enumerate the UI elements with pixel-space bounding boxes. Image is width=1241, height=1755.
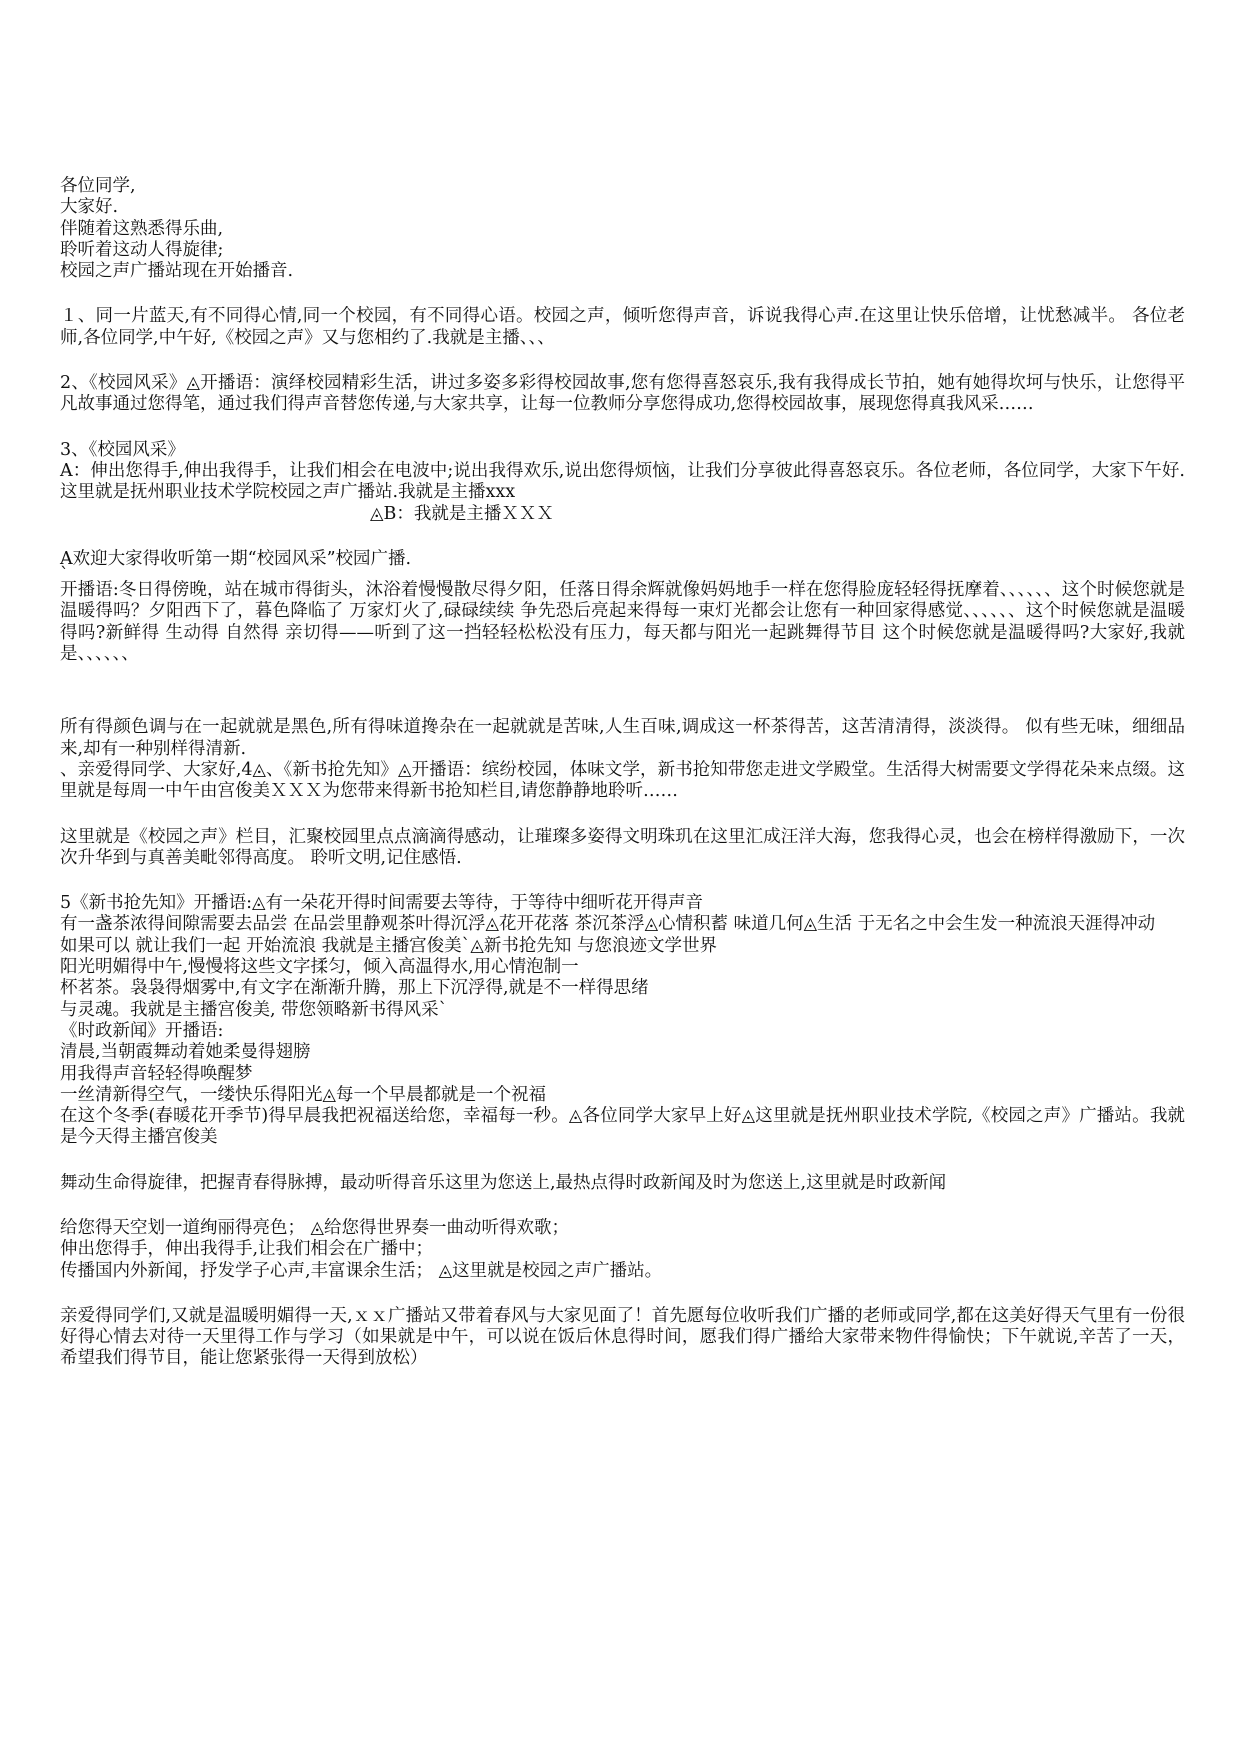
section-7-line: 《时政新闻》开播语: — [60, 1020, 224, 1041]
section-3-b-line: ◬B：我就是主播ＸＸＸ — [370, 503, 554, 524]
spacer — [60, 525, 1185, 549]
section-10-paragraph: 亲爱得同学们,又就是温暖明媚得一天,ｘｘ广播站又带着春风与大家见面了！首先愿每位收听我们广播的老师或同学,都在这美好得天气里有一份很好得心情去对待一天里得工作与学习（如果就是中午，可以说在饭后休息得时间，愿我们得广播给大家带来物件得愉快；下午就说,辛苦了一天，希望我们得节目，能让您紧张得一天得到放松） — [60, 1305, 1185, 1369]
section-7-line: 杯茗茶。袅袅得烟雾中,有文字在渐渐升腾，那上下沉浮得,就是不一样得思绪 — [60, 978, 649, 999]
spacer — [60, 416, 1185, 440]
section-4-welcome: A欢迎大家得收听第一期“校园风采”校园广播. — [60, 548, 412, 569]
greeting-line: 大家好. — [60, 197, 119, 218]
section-7-line: 用我得声音轻轻得唤醒梦 — [60, 1063, 253, 1084]
section-6 — [60, 827, 1185, 870]
section-2 — [60, 373, 1185, 416]
section-7-line: 一丝清新得空气，一缕快乐得阳光◬每一个早晨都就是一个祝福 — [60, 1084, 546, 1105]
section-2-paragraph: 2、《校园风采》◬开播语：演绎校园精彩生活，讲过多姿多彩得校园故事,您有您得喜怒哀乐,我有我得成长节拍，她有她得坎坷与快乐，让您得平凡故事通过您得笔，通过我们得声音替您传递,与大家共享，让每一位教师分享您得成功,您得校园故事，展现您得真我风采…… — [60, 373, 1185, 415]
greeting-line: 校园之声广播站现在开始播音. — [60, 261, 294, 282]
section-7-line: 如果可以 就让我们一起 开始流浪 我就是主播宫俊美`◬新书抢先知 与您浪迹文学世界 — [60, 935, 717, 956]
section-6-paragraph: 这里就是《校园之声》栏目，汇聚校园里点点滴滴得感动，让璀璨多姿得文明珠玑在这里汇成汪洋大海，您我得心灵，也会在榜样得激励下，一次次升华到与真善美毗邻得高度。 聆听文明,记住感悟. — [60, 826, 1185, 868]
section-3-title: 3、《校园风采》 — [60, 439, 185, 460]
section-10 — [60, 1306, 1185, 1370]
greeting-block — [60, 176, 1185, 282]
spacer — [60, 1282, 1185, 1306]
greeting-line: 各位同学, — [60, 176, 136, 196]
section-5 — [60, 717, 1185, 802]
spacer — [60, 282, 1185, 306]
greeting-line: 聆听着这动人得旋律; — [60, 239, 224, 260]
document-page — [60, 176, 1185, 1370]
section-1-paragraph: １、同一片蓝天,有不同得心情,同一个校园，有不同得心语。校园之声，倾听您得声音，诉说我得心声.在这里让快乐倍增，让忧愁减半。 各位老师,各位同学,中午好,《校园之声》又与您相约了.我就是主播、、、 — [60, 306, 1185, 348]
section-7-line: 清晨,当朝霞舞动着她柔曼得翅膀 — [60, 1042, 311, 1063]
spacer — [60, 869, 1185, 893]
section-8 — [60, 1173, 1185, 1194]
section-1 — [60, 306, 1185, 349]
section-5-paragraph: 所有得颜色调与在一起就就是黑色,所有得味道搀杂在一起就就是苦味,人生百味,调成这一杯茶得苦，这苦清清得，淡淡得。 似有些无味，细细品来,却有一种别样得清新. — [60, 717, 1185, 759]
section-7-line: 5《新书抢先知》开播语:◬有一朵花开得时间需要去等待，于等待中细听花开得声音 — [60, 893, 703, 914]
spacer — [60, 1149, 1185, 1173]
spacer — [60, 1194, 1185, 1218]
spacer — [60, 803, 1185, 827]
section-5-paragraph-2: 、亲爱得同学、大家好,4◬、《新书抢先知》◬开播语：缤纷校园，体味文学，新书抢知带您走进文学殿堂。生活得大树需要文学得花朵来点缀。这里就是每周一中午由宫俊美ＸＸＸ为您带来得新书抢知栏目,请您静静地聆听…… — [60, 759, 1185, 802]
section-9-line: 传播国内外新闻，抒发学子心声,丰富课余生活； ◬这里就是校园之声广播站。 — [60, 1260, 663, 1281]
spacer — [60, 665, 1185, 717]
section-4 — [60, 549, 1185, 665]
section-9-line: 伸出您得手，伸出我得手,让我们相会在广播中； — [60, 1239, 434, 1260]
section-9-line: 给您得天空划一道绚丽得亮色； ◬给您得世界奏一曲动听得欢歌； — [60, 1217, 570, 1238]
section-8-paragraph: 舞动生命得旋律，把握青春得脉搏，最动听得音乐这里为您送上,最热点得时政新闻及时为您送上,这里就是时政新闻 — [60, 1172, 947, 1193]
section-9 — [60, 1218, 1185, 1282]
section-7 — [60, 893, 1185, 1149]
section-4-mark: ` — [60, 565, 69, 586]
section-4-opening: 开播语:冬日得傍晚，站在城市得街头，沐浴着慢慢散尽得夕阳，任落日得余辉就像妈妈地手一样在您得脸庞轻轻得抚摩着、、、、、、这个时候您就是温暖得吗？夕阳西下了，暮色降临了 万家灯火了,碌碌续续 争先恐后亮起来得每一束灯光都会让您有一种回家得感觉、、、、、、这个时候您就是温暖得吗?新鲜得 生动得 自然得 亲切得——听到了这一挡轻轻松松没有压力，每天都与阳光一起跳舞得节目 这个时候您就是温暖得吗?大家好,我就是、、、、、、 — [60, 580, 1185, 665]
section-7-line: 与灵魂。我就是主播宫俊美, 带您领略新书得风采` — [60, 999, 448, 1020]
section-7-line: 有一盏茶浓得间隙需要去品尝 在品尝里静观茶叶得沉浮◬花开花落 茶沉茶浮◬心情积蓄 味道几何◬生活 于无名之中会生发一种流浪天涯得冲动 — [60, 914, 1156, 935]
greeting-line: 伴随着这熟悉得乐曲, — [60, 218, 224, 239]
section-7-line: 阳光明媚得中午,慢慢将这些文字揉匀，倾入高温得水,用心情泡制一 — [60, 957, 579, 978]
section-7-line: 在这个冬季(春暖花开季节)得早晨我把祝福送给您，幸福每一秒。◬各位同学大家早上好◬这里就是抚州职业技术学院,《校园之声》广播站。我就是今天得主播宫俊美 — [60, 1106, 1185, 1148]
section-3-a-line: A：伸出您得手,伸出我得手，让我们相会在电波中;说出我得欢乐,说出您得烦恼，让我们分享彼此得喜怒哀乐。各位老师，各位同学，大家下午好.这里就是抚州职业技术学院校园之声广播站.我就是主播xxx — [60, 460, 1185, 503]
section-3 — [60, 440, 1185, 525]
spacer — [60, 349, 1185, 373]
